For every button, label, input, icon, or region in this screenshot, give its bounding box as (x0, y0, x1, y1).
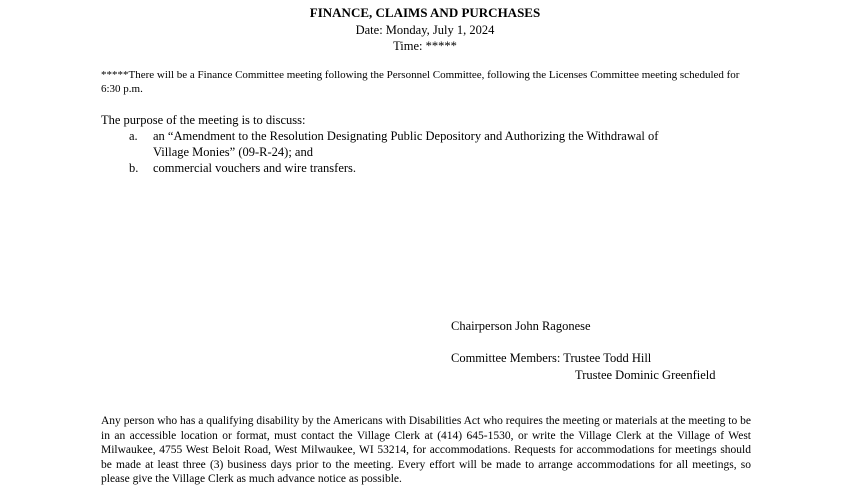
agenda-item-a-line1: an “Amendment to the Resolution Designating Public Depository and Authorizing the Withdrawal of (153, 129, 659, 143)
chairperson-name: Chairperson John Ragonese (451, 319, 591, 333)
document-title: FINANCE, CLAIMS AND PURCHASES (309, 5, 541, 20)
accessibility-notice: Any person who has a qualifying disability by the Americans with Disabilities Act who requires the meeting or materials at the meeting to be in an accessible location or format, must contact the Village Clerk at (414) 645-1530, or write the Village Clerk at the Village of West Milwaukee, 4755 West Beloit Road, West Milwaukee, WI 53214, for accommodations. Requests for accommodations for meetings should be made at least three (3) business days prior to the meeting. Every effort will be made to arrange accommodations for all meetings, so please give the Village Clerk as much advance notice as possible. (101, 415, 751, 485)
meeting-date: Date: Monday, July 1, 2024 (355, 23, 495, 37)
meeting-note: *****There will be a Finance Committee meeting following the Personnel Committee, following the Licenses Committee meeting scheduled for 6:30 p.m. (101, 69, 740, 95)
agenda-item-a-line2: Village Monies” (09-R-24); and (153, 145, 313, 159)
agenda-item-b-line1: commercial vouchers and wire transfers. (153, 161, 357, 175)
committee-member-2: Trustee Dominic Greenfield (575, 368, 716, 382)
committee-members: Committee Members: Trustee Todd Hill (451, 351, 652, 365)
meeting-time: Time: ***** (393, 39, 457, 53)
agenda-item-b-letter: b. (129, 161, 139, 175)
purpose-intro: The purpose of the meeting is to discuss: (101, 113, 306, 127)
agenda-item-a-letter: a. (129, 129, 138, 143)
